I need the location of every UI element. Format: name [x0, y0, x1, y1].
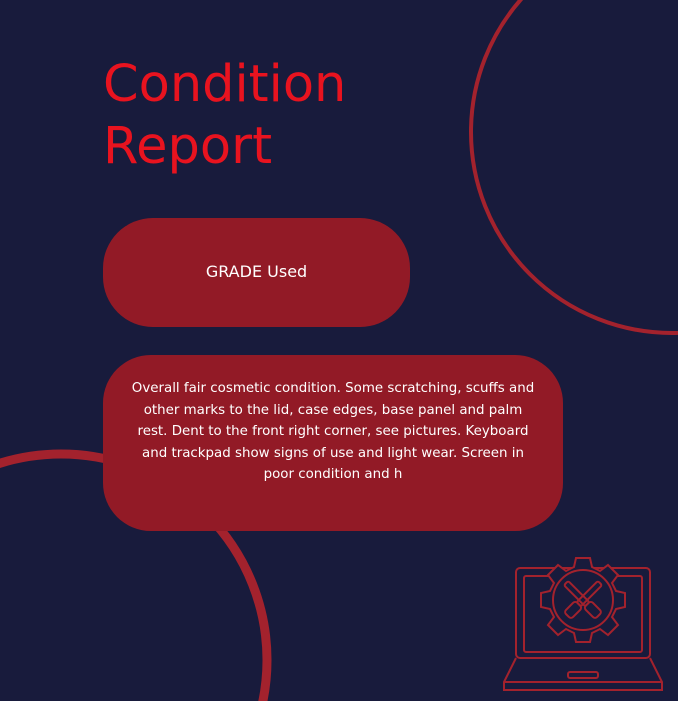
grade-label: GRADE Used [205, 262, 308, 281]
page-title [103, 54, 346, 178]
condition-description-text: Overall fair cosmetic condition. Some scratching, scuffs and other marks to the lid, case edges, base panel and palm rest. Dent to the front right corner, see pictures. Keyboard and trackpad show signs of use and light wear. Screen in poor condition and h [131, 381, 535, 482]
title-line-1: Condition [103, 55, 347, 114]
top-right-arc [471, 0, 678, 333]
condition-description-box [103, 355, 563, 531]
title-line-2: Report [103, 117, 273, 176]
laptop-repair-icon [500, 544, 666, 696]
grade-badge [103, 218, 410, 327]
